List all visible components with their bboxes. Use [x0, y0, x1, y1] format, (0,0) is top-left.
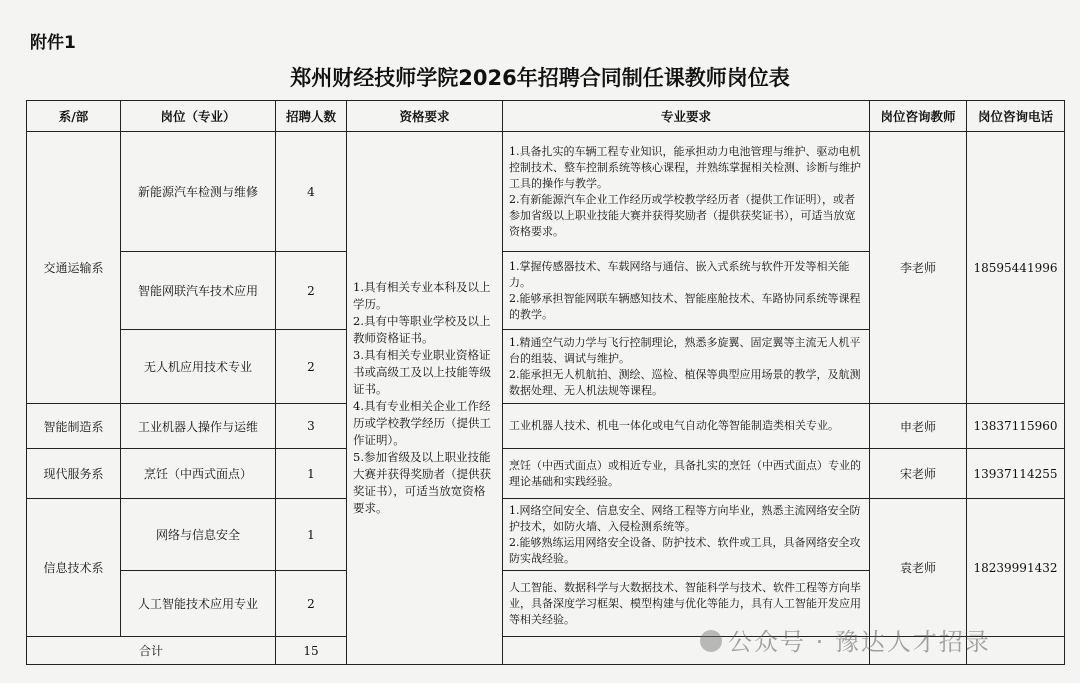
specialty-text: 1.掌握传感器技术、车载网络与通信、嵌入式系统与软件开发等相关能力。	[509, 259, 850, 289]
specialty-text: 2.能承担无人机航拍、测绘、巡检、植保等典型应用场景的教学，及航测数据处理、无人机法规等课程。	[509, 367, 861, 397]
header-count: 招聘人数	[276, 101, 347, 132]
attachment-label: 附件1	[30, 33, 76, 53]
qualification-item: 4.具有专业相关企业工作经历或学校教学经历（提供工作证明）。	[353, 399, 491, 447]
post-cell: 新能源汽车检测与维修	[121, 132, 276, 252]
specialty-cell	[503, 449, 870, 499]
header-contact-teacher: 岗位咨询教师	[870, 101, 967, 132]
contact-phone-cell: 18239991432	[967, 499, 1065, 637]
post-cell: 工业机器人操作与运维	[121, 404, 276, 449]
header-specialty: 专业要求	[503, 101, 870, 132]
qualification-item: 5.参加省级及以上职业技能大赛并获得奖励者（提供获奖证书），可适当放宽资格要求。	[353, 450, 491, 515]
count-cell: 2	[276, 330, 347, 404]
table-row	[27, 132, 1065, 252]
contact-teacher-cell: 申老师	[870, 404, 967, 449]
specialty-text: 2.能够熟练运用网络安全设备、防护技术、软件或工具，具备网络安全攻防实战经验。	[509, 535, 861, 565]
post-cell: 烹饪（中西式面点）	[121, 449, 276, 499]
table-row	[27, 449, 1065, 499]
qualification-item: 2.具有中等职业学校及以上教师资格证书。	[353, 314, 491, 345]
header-contact-phone: 岗位咨询电话	[967, 101, 1065, 132]
qualification-item: 3.具有相关专业职业资格证书或高级工及以上技能等级证书。	[353, 348, 491, 396]
document-title: 郑州财经技师学院2026年招聘合同制任课教师岗位表	[290, 66, 790, 90]
post-cell: 网络与信息安全	[121, 499, 276, 571]
header-row	[27, 101, 1065, 132]
specialty-cell	[503, 132, 870, 252]
contact-phone-cell: 13837115960	[967, 404, 1065, 449]
contact-teacher-cell: 袁老师	[870, 499, 967, 637]
watermark	[700, 622, 991, 657]
header-qualification: 资格要求	[347, 101, 503, 132]
specialty-text: 1.具备扎实的车辆工程专业知识，能承担动力电池管理与维护、驱动电机控制技术、整车控制系统等核心课程，并熟练掌握相关检测、诊断与维护工具的操作与教学。	[509, 144, 861, 190]
specialty-text: 烹饪（中西式面点）或相近专业，具备扎实的烹饪（中西式面点）专业的理论基础和实践经验。	[509, 458, 861, 488]
total-label: 合计	[27, 637, 276, 665]
specialty-text: 工业机器人技术、机电一体化或电气自动化等智能制造类相关专业。	[509, 419, 839, 432]
count-cell: 2	[276, 252, 347, 330]
post-cell: 人工智能技术应用专业	[121, 571, 276, 637]
contact-teacher-cell: 李老师	[870, 132, 967, 404]
department-cell: 信息技术系	[27, 499, 121, 637]
post-cell: 无人机应用技术专业	[121, 330, 276, 404]
contact-phone-cell: 18595441996	[967, 132, 1065, 404]
count-cell: 4	[276, 132, 347, 252]
watermark-text: 公众号 · 豫达人才招录	[728, 628, 991, 656]
specialty-text: 1.精通空气动力学与飞行控制理论，熟悉多旋翼、固定翼等主流无人机平台的组装、调试与维护。	[509, 335, 861, 365]
specialty-text: 2.有新能源汽车企业工作经历或学校教学经历者（提供工作证明），或者参加省级以上职业技能大赛并获得奖励者（提供获奖证书），可适当放宽资格要求。	[509, 192, 856, 238]
specialty-cell	[503, 330, 870, 404]
specialty-cell	[503, 404, 870, 449]
specialty-cell	[503, 499, 870, 571]
header-department: 系/部	[27, 101, 121, 132]
header-post: 岗位（专业）	[121, 101, 276, 132]
contact-phone-cell: 13937114255	[967, 449, 1065, 499]
contact-teacher-cell: 宋老师	[870, 449, 967, 499]
wechat-icon	[700, 630, 722, 652]
department-cell: 智能制造系	[27, 404, 121, 449]
total-count: 15	[276, 637, 347, 665]
specialty-cell	[503, 252, 870, 330]
count-cell: 2	[276, 571, 347, 637]
table-row	[27, 404, 1065, 449]
count-cell: 1	[276, 449, 347, 499]
post-cell: 智能网联汽车技术应用	[121, 252, 276, 330]
count-cell: 3	[276, 404, 347, 449]
department-cell: 现代服务系	[27, 449, 121, 499]
department-cell: 交通运输系	[27, 132, 121, 404]
positions-table	[26, 100, 1065, 665]
qualification-item: 1.具有相关专业本科及以上学历。	[353, 280, 491, 311]
specialty-text: 人工智能、数据科学与大数据技术、智能科学与技术、软件工程等方向毕业，具备深度学习框架、模型构建与优化等能力，具有人工智能开发应用等相关经验。	[509, 580, 861, 626]
specialty-text: 1.网络空间安全、信息安全、网络工程等方向毕业，熟悉主流网络安全防护技术，如防火墙、入侵检测系统等。	[509, 503, 861, 533]
specialty-text: 2.能够承担智能网联车辆感知技术、智能座舱技术、车路协同系统等课程的教学。	[509, 291, 861, 321]
table-row	[27, 499, 1065, 571]
count-cell: 1	[276, 499, 347, 571]
qualification-cell	[347, 132, 503, 665]
